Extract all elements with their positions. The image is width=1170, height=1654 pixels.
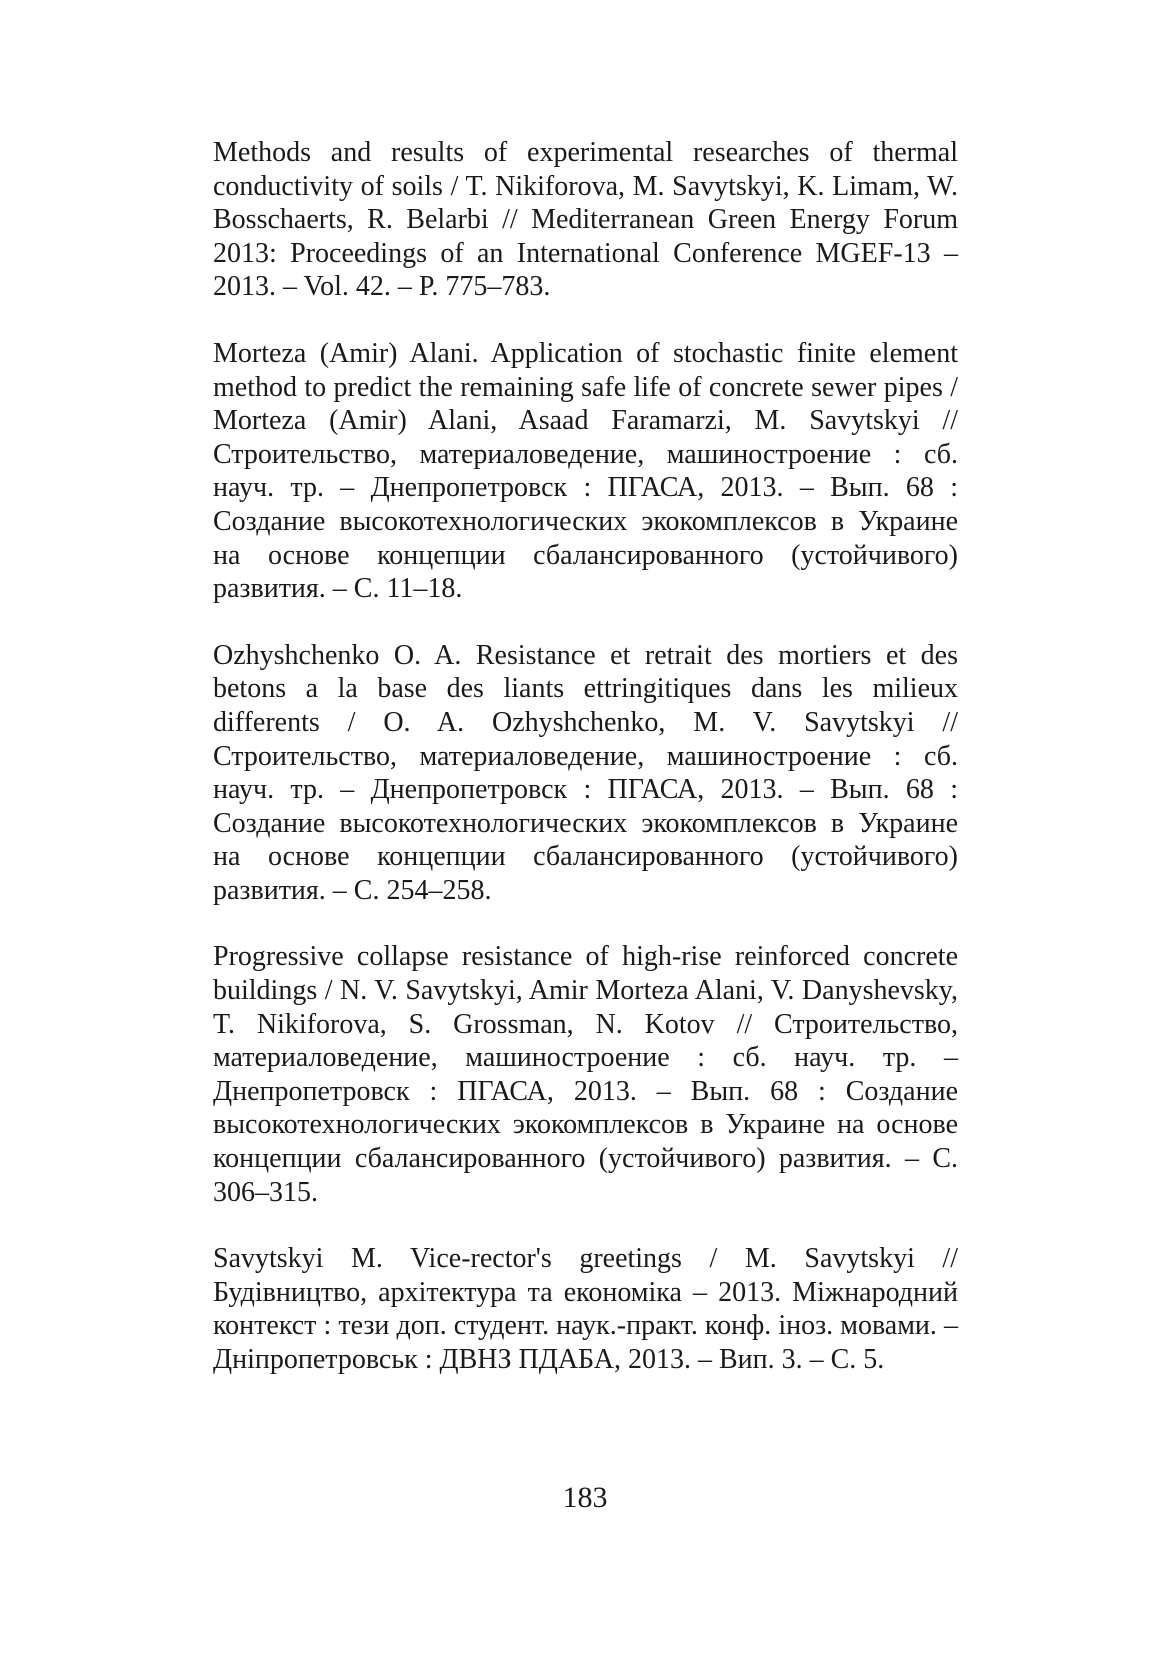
bibliography-entry: Methods and results of experimental researches of thermal conductivity of soils / T. Nikiforova, M. Savytskyi, K. Limam, W. Bosschaerts, R. Belarbi // Mediterranean Green Energy Forum 2013: Proceedings of an International Conference MGEF-13 – 2013. – Vol. 42. – P. 775–783.	[213, 137, 958, 303]
bibliography-list	[213, 136, 958, 1410]
page-number: 183	[562, 1481, 608, 1514]
bibliography-entry: Morteza (Amir) Alani. Application of stochastic finite element method to predict the remaining safe life of concrete sewer pipes / Morteza (Amir) Alani, Asaad Faramarzi, M. Savytskyi // Строительство, материаловедение, машиностроение : сб. науч. тр. – Днепропетровск : ПГАСА, 2013. – Вып. 68 : Создание высокотехнологических экокомплексов в Украине на основе концепции сбалансированного (устойчивого) развития. – С. 11–18.	[213, 337, 958, 605]
bibliography-entry: Ozhyshchenko O. A. Resistance et retrait des mortiers et des betons a la base des liants ettringitiques dans les milieux differents / O. A. Ozhyshchenko, M. V. Savytskyi // Строительство, материаловедение, машиностроение : сб. науч. тр. – Днепропетровск : ПГАСА, 2013. – Вып. 68 : Создание высокотехнологических экокомплексов в Украине на основе концепции сбалансированного (устойчивого) развития. – С. 254–258.	[213, 639, 958, 906]
bibliography-entry: Progressive collapse resistance of high-rise reinforced concrete buildings / N. V. Savytskyi, Amir Morteza Alani, V. Danyshevsky, T. Nikiforova, S. Grossman, N. Kotov // Строительство, материаловедение, машиностроение : сб. науч. тр. – Днепропетровск : ПГАСА, 2013. – Вып. 68 : Создание высокотехнологических экокомплексов в Украине на основе концепции сбалансированного (устойчивого) развития. – С. 306–315.	[213, 941, 958, 1208]
bibliography-entry: Savytskyi M. Vice-rector's greetings / M. Savytskyi // Будівництво, архітектура та економіка – 2013. Міжнародний контекст : тези доп. студент. наук.-практ. конф. іноз. мовами. – Дніпропетровськ : ДВНЗ ПДАБА, 2013. – Вип. 3. – С. 5.	[213, 1243, 958, 1375]
